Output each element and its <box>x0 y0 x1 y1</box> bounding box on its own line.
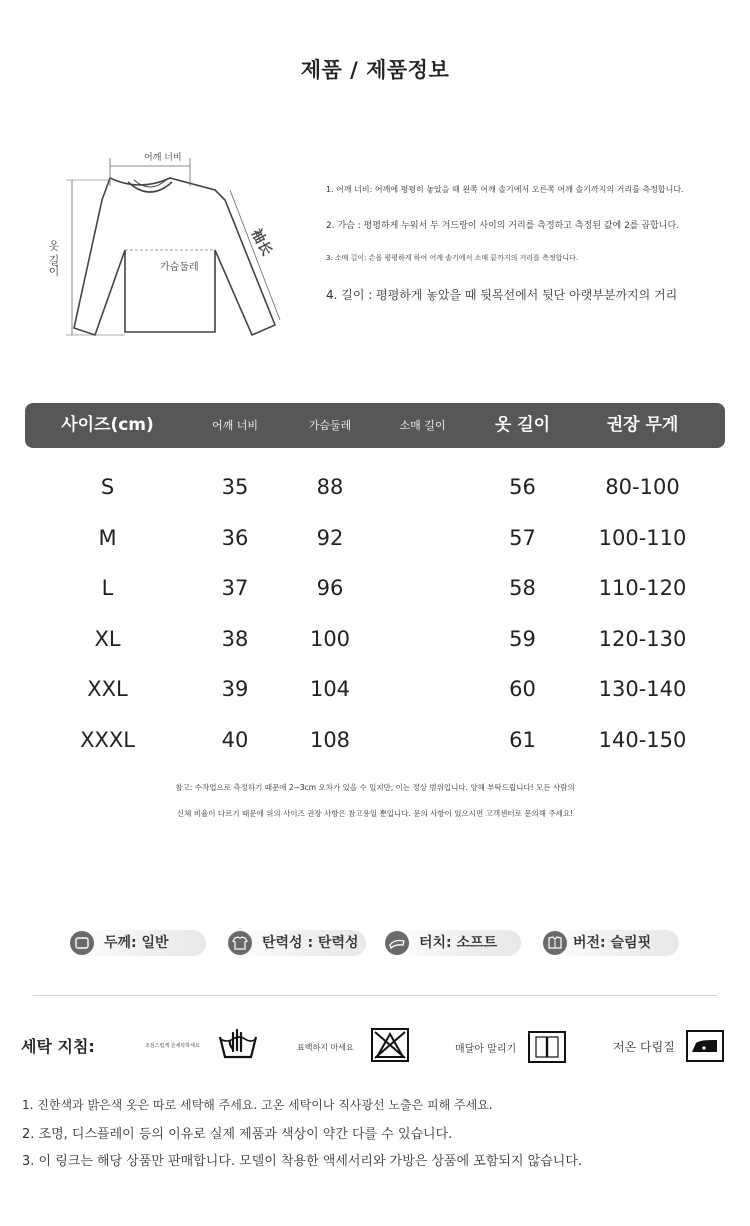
wash-label-handwash: 조심스럽게 손세탁하세요 <box>145 1043 200 1049</box>
feature-touch <box>385 930 521 956</box>
washing-title: 세탁 지침: <box>21 1037 95 1056</box>
cell-chest: 108 <box>309 727 351 752</box>
table-row <box>25 715 725 766</box>
cell-size: XL <box>94 626 121 651</box>
table-row <box>25 462 725 513</box>
cell-weight: 110-120 <box>598 576 687 601</box>
cell-size: S <box>100 475 115 499</box>
footnote: 2. 조명, 디스플레이 등의 이유로 실제 제품과 색상이 약간 다를 수 있습니다. <box>22 1127 453 1142</box>
feature-label: 탄력성 : 탄력성 <box>262 935 359 951</box>
table-row <box>25 513 725 564</box>
no-bleach-icon <box>371 1028 409 1066</box>
feature-label: 버전: 슬림핏 <box>573 935 652 951</box>
chest-label: 가슴둘레 <box>160 262 199 273</box>
table-row <box>25 664 725 715</box>
cell-length: 60 <box>509 677 536 702</box>
size-table-header <box>25 403 725 448</box>
cell-weight: 120-130 <box>598 626 687 651</box>
header-weight: 권장 무게 <box>606 415 679 435</box>
header-shoulder: 어깨 너비 <box>211 419 258 432</box>
table-row <box>25 614 725 665</box>
cell-chest: 88 <box>316 475 344 499</box>
cell-chest: 92 <box>316 525 344 550</box>
size-table-body <box>25 462 725 766</box>
wash-label-bleach: 표백하지 마세요 <box>297 1043 354 1052</box>
measurement-diagram <box>40 140 300 360</box>
page-title: 제품 / 제품정보 <box>300 58 450 82</box>
cell-length: 58 <box>509 576 536 601</box>
cell-shoulder: 36 <box>221 525 249 550</box>
length-label: 옷 길이 <box>47 240 60 277</box>
feature-label: 터치: 소프트 <box>419 935 498 951</box>
size-note: 신체 비율이 다르기 때문에 위의 사이즈 권장 사항은 참고용일 뿐입니다. 문의 사항이 있으시면 고객센터로 문의해 주세요! <box>176 809 574 818</box>
cell-size: M <box>98 525 117 550</box>
cell-length: 59 <box>509 626 536 651</box>
cell-chest: 100 <box>309 626 351 651</box>
cell-weight: 140-150 <box>598 727 687 752</box>
measure-note: 2. 가슴 : 평평하게 누워서 두 겨드랑이 사이의 거리를 측정하고 측정된 값에 2를 곱합니다. <box>326 221 679 231</box>
cell-sleeve <box>380 462 465 513</box>
section-divider <box>33 995 717 996</box>
table-row <box>25 563 725 614</box>
cell-sleeve <box>380 664 465 715</box>
cell-shoulder: 40 <box>221 727 249 752</box>
fit-version-icon <box>543 931 567 955</box>
cell-length: 57 <box>509 525 536 550</box>
cell-size: L <box>101 576 114 601</box>
elasticity-shirt-icon <box>228 931 252 955</box>
line-dry-icon <box>528 1031 566 1067</box>
cell-shoulder: 37 <box>221 576 249 601</box>
cell-chest: 104 <box>309 677 351 702</box>
header-length: 옷 길이 <box>494 415 551 435</box>
header-chest: 가슴둘레 <box>308 419 352 432</box>
cell-shoulder: 38 <box>221 626 249 651</box>
cell-size: XXXL <box>80 727 135 752</box>
cell-weight: 80-100 <box>605 475 680 499</box>
hand-wash-icon <box>217 1029 259 1065</box>
measure-note: 4. 길이 : 평평하게 놓았을 때 뒷목선에서 뒷단 아랫부분까지의 거리 <box>326 288 678 302</box>
cell-sleeve <box>380 715 465 766</box>
cell-weight: 100-110 <box>598 525 687 550</box>
footnote: 3. 이 링크는 해당 상품만 판매합니다. 모델이 착용한 액세서리와 가방은 상품에 포함되지 않습니다. <box>22 1154 583 1169</box>
wash-label-dry: 매달아 말리기 <box>455 1044 517 1055</box>
measure-note: 1. 어깨 너비: 어깨에 평평히 놓았을 때 왼쪽 어깨 솔기에서 오른쪽 어깨 솔기까지의 거리를 측정합니다. <box>326 185 684 194</box>
feature-elasticity <box>228 930 366 956</box>
wash-label-iron: 저온 다림질 <box>613 1040 675 1054</box>
feature-thickness <box>70 930 206 956</box>
measure-note: 3. 소매 길이: 손을 평평하게 하여 어깨 솔기에서 소매 끝까지의 거리를 측정합니다. <box>326 254 579 262</box>
size-note: 참고: 수작업으로 측정하기 때문에 2~3cm 오차가 있을 수 있지만, 이는 정상 범위입니다. 양해 부탁드립니다! 모든 사람의 <box>175 783 575 792</box>
cell-weight: 130-140 <box>598 677 687 702</box>
header-size: 사이즈(cm) <box>61 415 154 435</box>
low-iron-icon <box>686 1030 724 1066</box>
feature-label: 두께: 일반 <box>104 935 169 951</box>
cell-shoulder: 39 <box>221 677 249 702</box>
cell-size: XXL <box>87 677 128 702</box>
cell-length: 61 <box>509 727 536 752</box>
fabric-thickness-icon <box>70 931 94 955</box>
sleeve-label: 袖长 <box>247 226 275 259</box>
cell-sleeve <box>380 614 465 665</box>
cell-shoulder: 35 <box>221 475 249 499</box>
cell-length: 56 <box>509 475 536 499</box>
touch-soft-icon <box>385 931 409 955</box>
feature-fit <box>543 930 679 956</box>
cell-sleeve <box>380 563 465 614</box>
footnote: 1. 진한색과 밝은색 옷은 따로 세탁해 주세요. 고온 세탁이나 직사광선 노출은 피해 주세요. <box>22 1098 493 1112</box>
header-sleeve: 소매 길이 <box>399 419 446 432</box>
cell-sleeve <box>380 513 465 564</box>
cell-chest: 96 <box>316 576 344 601</box>
shoulder-width-label: 어깨 너비 <box>144 153 182 163</box>
